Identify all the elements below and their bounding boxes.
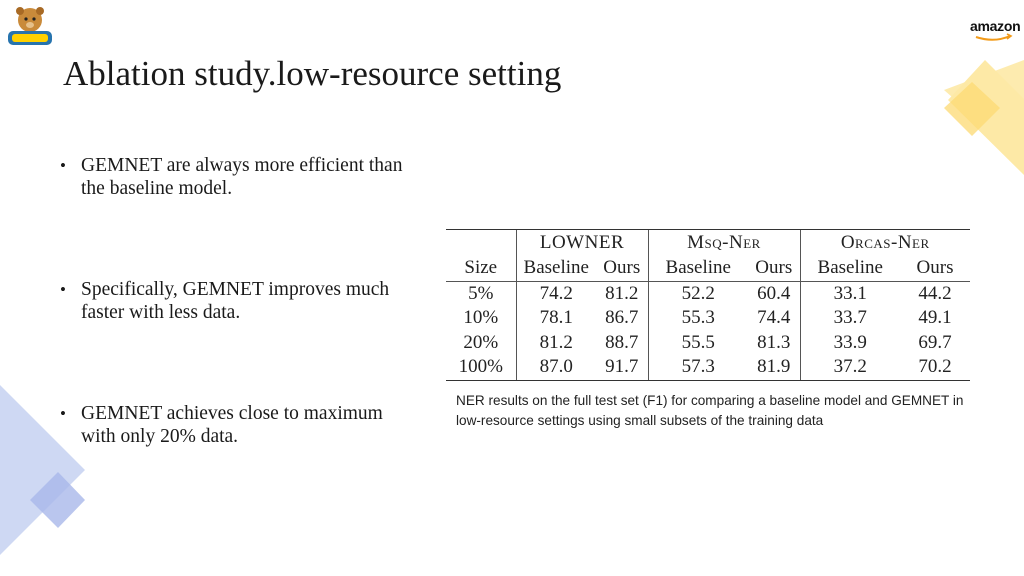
column-header: Ours: [900, 256, 970, 281]
column-header: Ours: [748, 256, 800, 281]
amazon-logo: [966, 18, 1022, 42]
university-bear-logo: [6, 4, 54, 50]
value-cell: 86.7: [605, 307, 639, 328]
value-cell: 81.2: [605, 282, 639, 304]
value-cell: 33.9: [800, 331, 900, 356]
value-cell: 78.1: [516, 306, 596, 331]
value-cell: 57.3: [648, 355, 748, 380]
amazon-logo-text: amazon: [970, 18, 1021, 34]
table-caption: NER results on the full test set (F1) for comparing a baseline model and GEMNET in low-resource settings using small subsets of the training data: [456, 393, 964, 428]
table-row: [446, 355, 970, 380]
value-cell: 69.7: [918, 331, 952, 353]
value-cell: 52.2: [648, 281, 748, 306]
value-cell: 81.2: [516, 331, 596, 356]
table-row: [446, 281, 970, 306]
table-sub-header-row: [446, 256, 970, 281]
bullet-item: • GEMNET are always more efficient than the baseline model.: [58, 154, 411, 200]
bullet-item: • GEMNET achieves close to maximum with only 20% data.: [58, 402, 411, 448]
value-cell: 49.1: [918, 307, 952, 328]
group-header: LOWNER: [516, 230, 648, 257]
value-cell: 37.2: [800, 355, 900, 380]
size-cell: 5%: [468, 282, 494, 304]
column-header: Baseline: [800, 256, 900, 281]
table-row: [446, 306, 970, 331]
size-cell: 100%: [446, 355, 516, 380]
value-cell: 91.7: [596, 355, 648, 380]
bullet-item: • Specifically, GEMNET improves much faster with less data.: [58, 278, 411, 324]
value-cell: 87.0: [516, 355, 596, 380]
value-cell: 33.1: [800, 281, 900, 306]
value-cell: 44.2: [918, 282, 952, 304]
group-header: Msq-Ner: [648, 230, 800, 257]
group-header: Orcas-Ner: [800, 230, 970, 257]
value-cell: 55.5: [648, 331, 748, 356]
results-table: [446, 229, 970, 381]
size-header: Size: [446, 256, 516, 281]
size-cell: 20%: [463, 331, 499, 353]
value-cell: 70.2: [900, 355, 970, 380]
column-header: Ours: [596, 256, 648, 281]
column-header: Baseline: [516, 256, 596, 281]
value-cell: 81.9: [748, 355, 800, 380]
size-cell: 10%: [463, 307, 499, 328]
value-cell: 55.3: [648, 306, 748, 331]
column-header: Baseline: [648, 256, 748, 281]
value-cell: 74.4: [757, 307, 791, 328]
value-cell: 60.4: [757, 282, 791, 304]
table-group-header-row: [446, 230, 970, 257]
page-title: Ablation study.low-resource setting: [63, 54, 562, 93]
value-cell: 33.7: [800, 306, 900, 331]
value-cell: 74.2: [516, 281, 596, 306]
value-cell: 81.3: [757, 331, 791, 353]
value-cell: 88.7: [605, 331, 639, 353]
table-row: [446, 331, 970, 356]
